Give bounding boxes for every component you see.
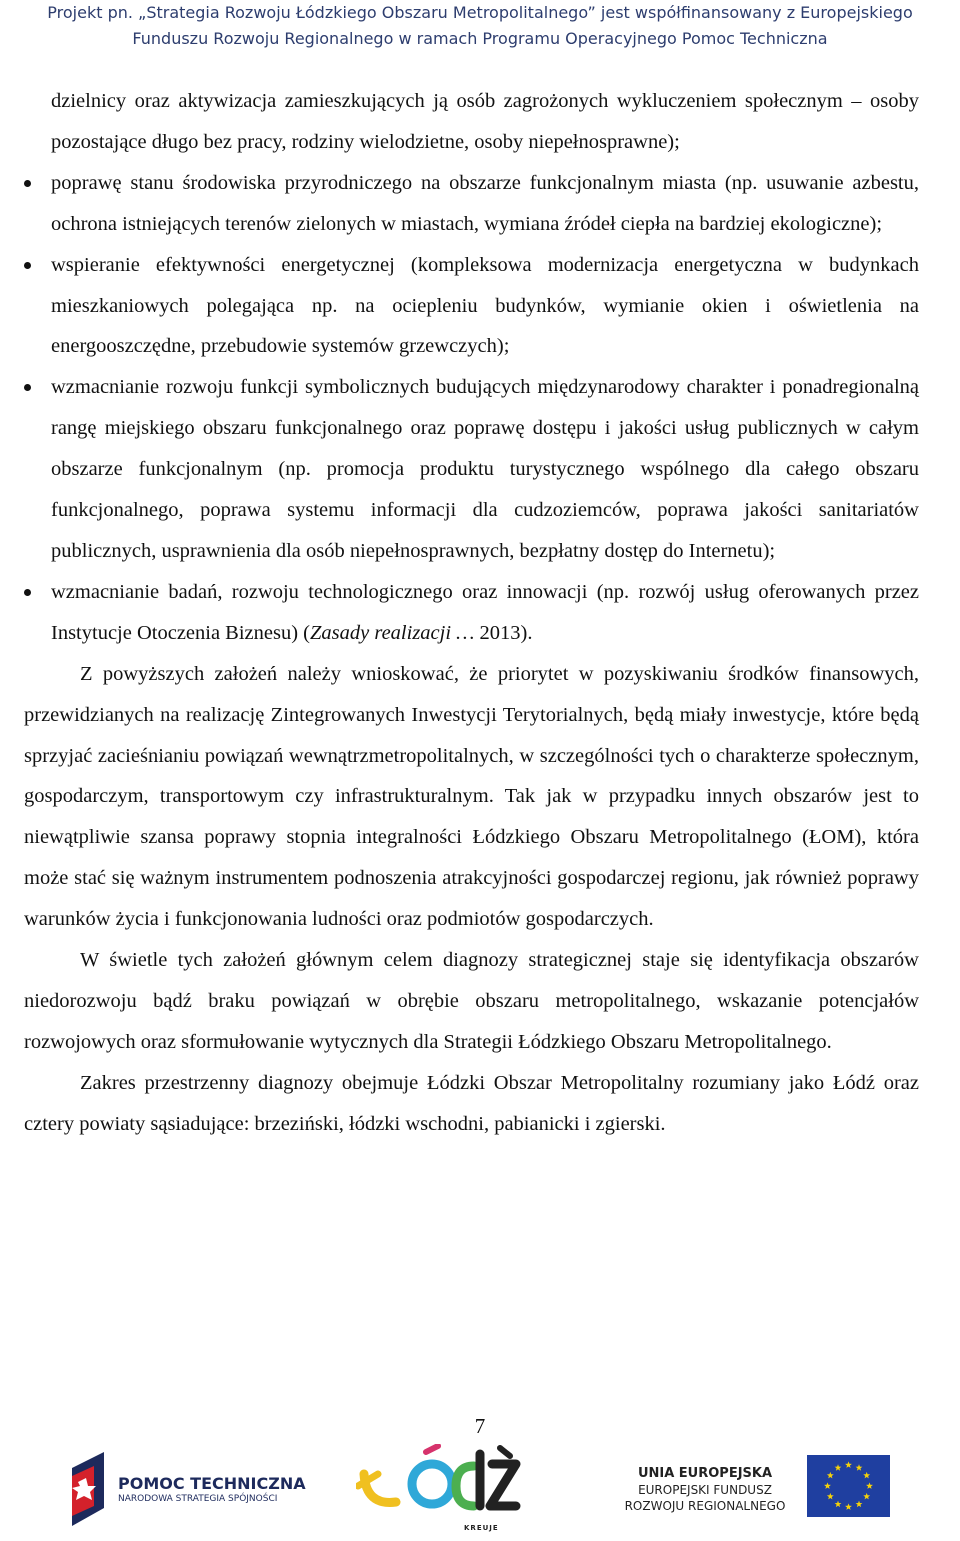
page-header <box>0 0 960 52</box>
bullet-item: wspieranie efektywności energetycznej (kompleksowa modernizacja energetyczna w budynkach mieszkaniowych polegająca np. na ociepleniu budynków, wymianie okien i oświetlenia na energooszczędne, przebudowie systemów grzewczych); <box>24 245 919 368</box>
paragraph: Z powyższych założeń należy wnioskować, że priorytet w pozyskiwaniu środków finansowych, przewidzianych na realizację Zintegrowanych Inwestycji Terytorialnych, będą miały inwestycje, które będą sprzyjać zacieśnianiu powiązań wewnątrzmetropolitalnych, w szczególności tych o charakterze społecznym, gospodarczym, transportowym czy infrastrukturalnym. Tak jak w przypadku innych obszarów jest to niewątpliwie szansa poprawy stopnia integralności Łódzkiego Obszaru Metropolitalnego (ŁOM), która może stać się ważnym instrumentem podnoszenia atrakcyjności gospodarczej regionu, jak również poprawy warunków życia i funkcjonowania ludności oraz podmiotów gospodarczych. <box>24 662 919 931</box>
eu-flag-icon <box>807 1455 890 1517</box>
page-footer <box>0 1440 960 1541</box>
pomoc-techniczna-logo <box>64 1448 304 1528</box>
eu-text-block <box>610 1466 800 1514</box>
bullet-continuation: dzielnicy oraz aktywizacja zamieszkujących ją osób zagrożonych wykluczeniem społecznym – osoby pozostające długo bez pracy, rodziny wielodzietne, osoby niepełnosprawne); <box>51 90 919 153</box>
header-line-1: Projekt pn. „Strategia Rozwoju Łódzkiego Obszaru Metropolitalnego” jest współfinansowany z Europejskiego <box>47 3 913 22</box>
document-body <box>24 81 919 1145</box>
eu-line-3: ROZWOJU REGIONALNEGO <box>624 1499 786 1513</box>
pt-logo-subtitle: NARODOWA STRATEGIA SPÓJNOŚCI <box>118 1494 278 1504</box>
pomoc-techniczna-emblem <box>64 1448 114 1528</box>
header-line-2: Funduszu Rozwoju Regionalnego w ramach Programu Operacyjnego Pomoc Techniczna <box>132 29 828 48</box>
bullet-item: poprawę stanu środowiska przyrodniczego na obszarze funkcjonalnym miasta (np. usuwanie azbestu, ochrona istniejących terenów zielonych w miastach, wymiana źródeł ciepła na bardziej ekologiczne); <box>24 163 919 245</box>
eu-line-1: UNIA EUROPEJSKA <box>637 1466 773 1481</box>
citation-year: 2013). <box>474 621 533 644</box>
bullet-item <box>24 572 919 654</box>
bullet-text: wzmacnianie badań, rozwoju technologicznego oraz innowacji (np. rozwój usług oferowanych przez Instytucje Otoczenia Biznesu) ( <box>51 580 919 644</box>
bullet-item: wzmacnianie rozwoju funkcji symbolicznych budujących międzynarodowy charakter i ponadregionalną rangę miejskiego obszaru funkcjonalnego oraz poprawę dostępu i jakości usług publicznych w całym obszarze funkcjonalnym (np. promocja produktu turystycznego wspólnego dla całego obszaru funkcjonalnego, poprawa systemu informacji dla cudzoziemców, poprawa jakości sanitariatów publicznych, usprawnienia dla osób niepełnosprawnych, bezpłatny dostęp do Internetu); <box>24 367 919 572</box>
pt-logo-title: POMOC TECHNICZNA <box>118 1474 306 1493</box>
paragraph: W świetle tych założeń głównym celem diagnozy strategicznej staje się identyfikacja obszarów niedorozwoju bądź braku powiązań w obrębie obszaru metropolitalnego, wskazanie potencjałów rozwojowych oraz sformułowanie wytycznych dla Strategii Łódzkiego Obszaru Metropolitalnego. <box>24 949 919 1053</box>
lodz-lettering <box>356 1444 521 1524</box>
page-number: 7 <box>474 1414 486 1438</box>
eu-line-2: EUROPEJSKI FUNDUSZ <box>638 1483 772 1497</box>
citation-title: Zasady realizacji … <box>310 621 475 644</box>
lodz-kreuje-logo <box>356 1444 521 1539</box>
lodz-logo-word: KREUJE <box>464 1524 499 1532</box>
paragraph: Zakres przestrzenny diagnozy obejmuje Łódzki Obszar Metropolitalny rozumiany jako Łódź oraz cztery powiaty sąsiadujące: brzeziński, łódzki wschodni, pabianicki i zgierski. <box>24 1071 919 1135</box>
